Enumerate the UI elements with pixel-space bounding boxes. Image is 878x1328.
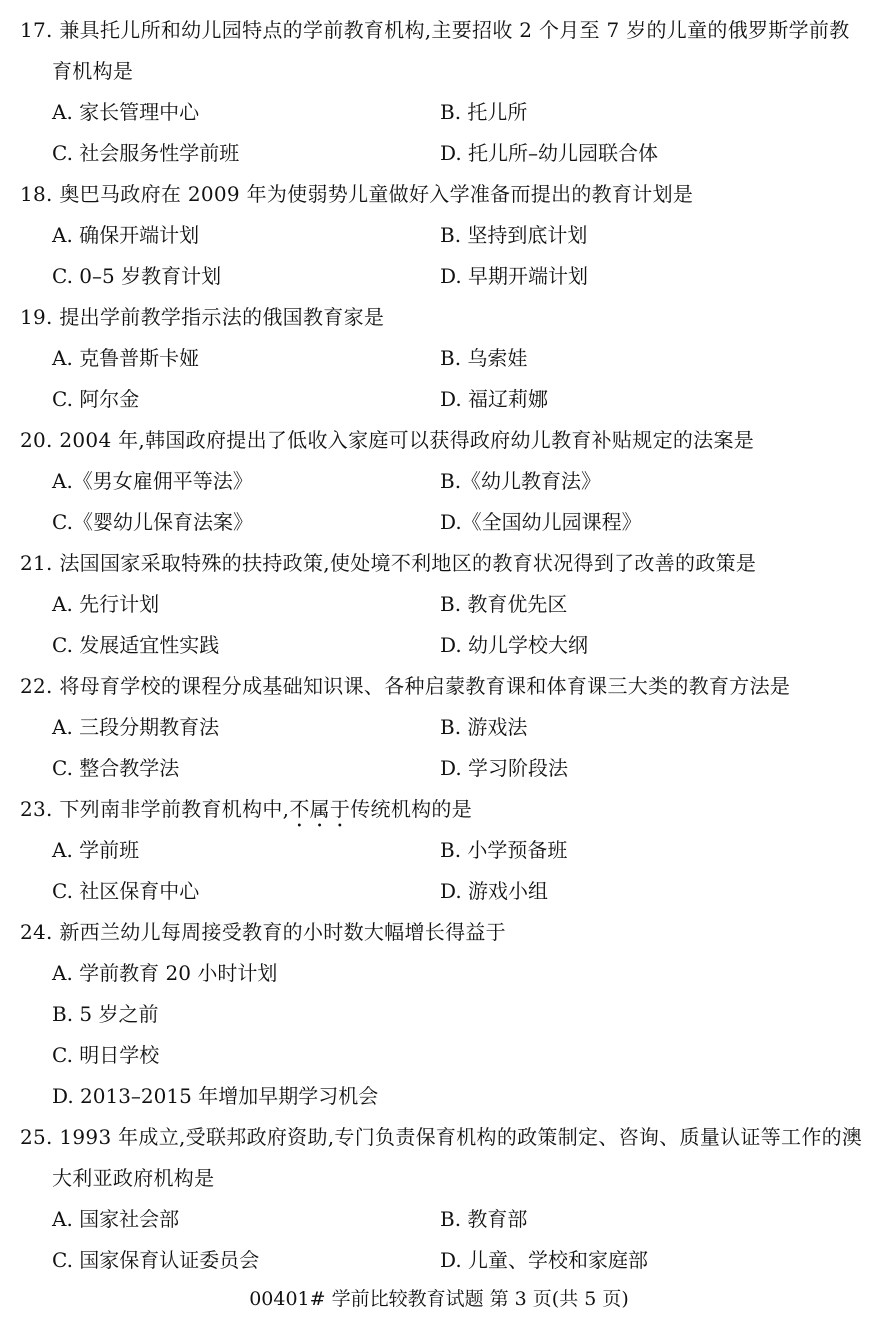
question-19-option-c: C. 阿尔金 <box>52 387 140 411</box>
question-19-option-a: A. 克鲁普斯卡娅 <box>52 346 200 370</box>
question-23-option-b: B. 小学预备班 <box>440 838 568 862</box>
question-24-option-a: A. 学前教育 20 小时计划 <box>52 961 278 985</box>
question-17-option-a: A. 家长管理中心 <box>52 100 200 124</box>
question-25-stem-continued: 大利亚政府机构是 <box>52 1166 215 1190</box>
question-17-stem: 17. 兼具托儿所和幼儿园特点的学前教育机构,主要招收 2 个月至 7 岁的儿童的俄罗斯学前教 <box>20 18 850 42</box>
question-23-emphasis: 不属于 <box>289 797 351 821</box>
question-18-option-a: A. 确保开端计划 <box>52 223 200 247</box>
question-22-option-c: C. 整合教学法 <box>52 756 180 780</box>
question-17-stem-continued: 育机构是 <box>52 59 134 83</box>
question-24-option-b: B. 5 岁之前 <box>52 1002 159 1026</box>
question-23-stem-end: 传统机构的是 <box>350 797 473 821</box>
question-23-option-a: A. 学前班 <box>52 838 140 862</box>
question-24-stem: 24. 新西兰幼儿每周接受教育的小时数大幅增长得益于 <box>20 920 506 944</box>
question-20-stem: 20. 2004 年,韩国政府提出了低收入家庭可以获得政府幼儿教育补贴规定的法案是 <box>20 428 755 452</box>
question-17-option-b: B. 托儿所 <box>440 100 528 124</box>
question-20-option-b: B.《幼儿教育法》 <box>440 469 602 493</box>
question-20-option-a: A.《男女雇佣平等法》 <box>52 469 253 493</box>
question-22-option-a: A. 三段分期教育法 <box>52 715 220 739</box>
question-20-option-c: C.《婴幼儿保育法案》 <box>52 510 253 534</box>
question-17-option-c: C. 社会服务性学前班 <box>52 141 240 165</box>
question-25-option-a: A. 国家社会部 <box>52 1207 180 1231</box>
question-23-stem <box>20 789 865 830</box>
question-21-option-b: B. 教育优先区 <box>440 592 568 616</box>
question-18-option-d: D. 早期开端计划 <box>440 264 589 288</box>
question-18-option-b: B. 坚持到底计划 <box>440 223 588 247</box>
question-21-option-d: D. 幼儿学校大纲 <box>440 633 589 657</box>
question-25-option-c: C. 国家保育认证委员会 <box>52 1248 260 1272</box>
question-17-option-d: D. 托儿所–幼儿园联合体 <box>440 141 659 165</box>
question-22-option-d: D. 学习阶段法 <box>440 756 569 780</box>
question-25-option-d: D. 儿童、学校和家庭部 <box>440 1248 649 1272</box>
question-24-option-d: D. 2013–2015 年增加早期学习机会 <box>52 1084 379 1108</box>
question-20-option-d: D.《全国幼儿园课程》 <box>440 510 642 534</box>
question-18-option-c: C. 0–5 岁教育计划 <box>52 264 222 288</box>
page-footer: 00401# 学前比较教育试题 第 3 页(共 5 页) <box>249 1288 629 1310</box>
question-22-stem: 22. 将母育学校的课程分成基础知识课、各种启蒙教育课和体育课三大类的教育方法是 <box>20 674 791 698</box>
question-21-stem: 21. 法国国家采取特殊的扶持政策,使处境不利地区的教育状况得到了改善的政策是 <box>20 551 757 575</box>
question-19-option-d: D. 福辽莉娜 <box>440 387 549 411</box>
question-24-option-c: C. 明日学校 <box>52 1043 160 1067</box>
question-21-option-a: A. 先行计划 <box>52 592 160 616</box>
question-23-stem-start: 23. 下列南非学前教育机构中, <box>20 797 290 821</box>
question-19-option-b: B. 乌索娃 <box>440 346 528 370</box>
question-19-stem: 19. 提出学前教学指示法的俄国教育家是 <box>20 305 385 329</box>
question-25-option-b: B. 教育部 <box>440 1207 528 1231</box>
question-22-option-b: B. 游戏法 <box>440 715 528 739</box>
question-21-option-c: C. 发展适宜性实践 <box>52 633 220 657</box>
question-25-stem: 25. 1993 年成立,受联邦政府资助,专门负责保育机构的政策制定、咨询、质量认证等工作的澳 <box>20 1125 863 1149</box>
question-18-stem: 18. 奥巴马政府在 2009 年为使弱势儿童做好入学准备而提出的教育计划是 <box>20 182 694 206</box>
question-23-option-c: C. 社区保育中心 <box>52 879 200 903</box>
question-23-option-d: D. 游戏小组 <box>440 879 549 903</box>
